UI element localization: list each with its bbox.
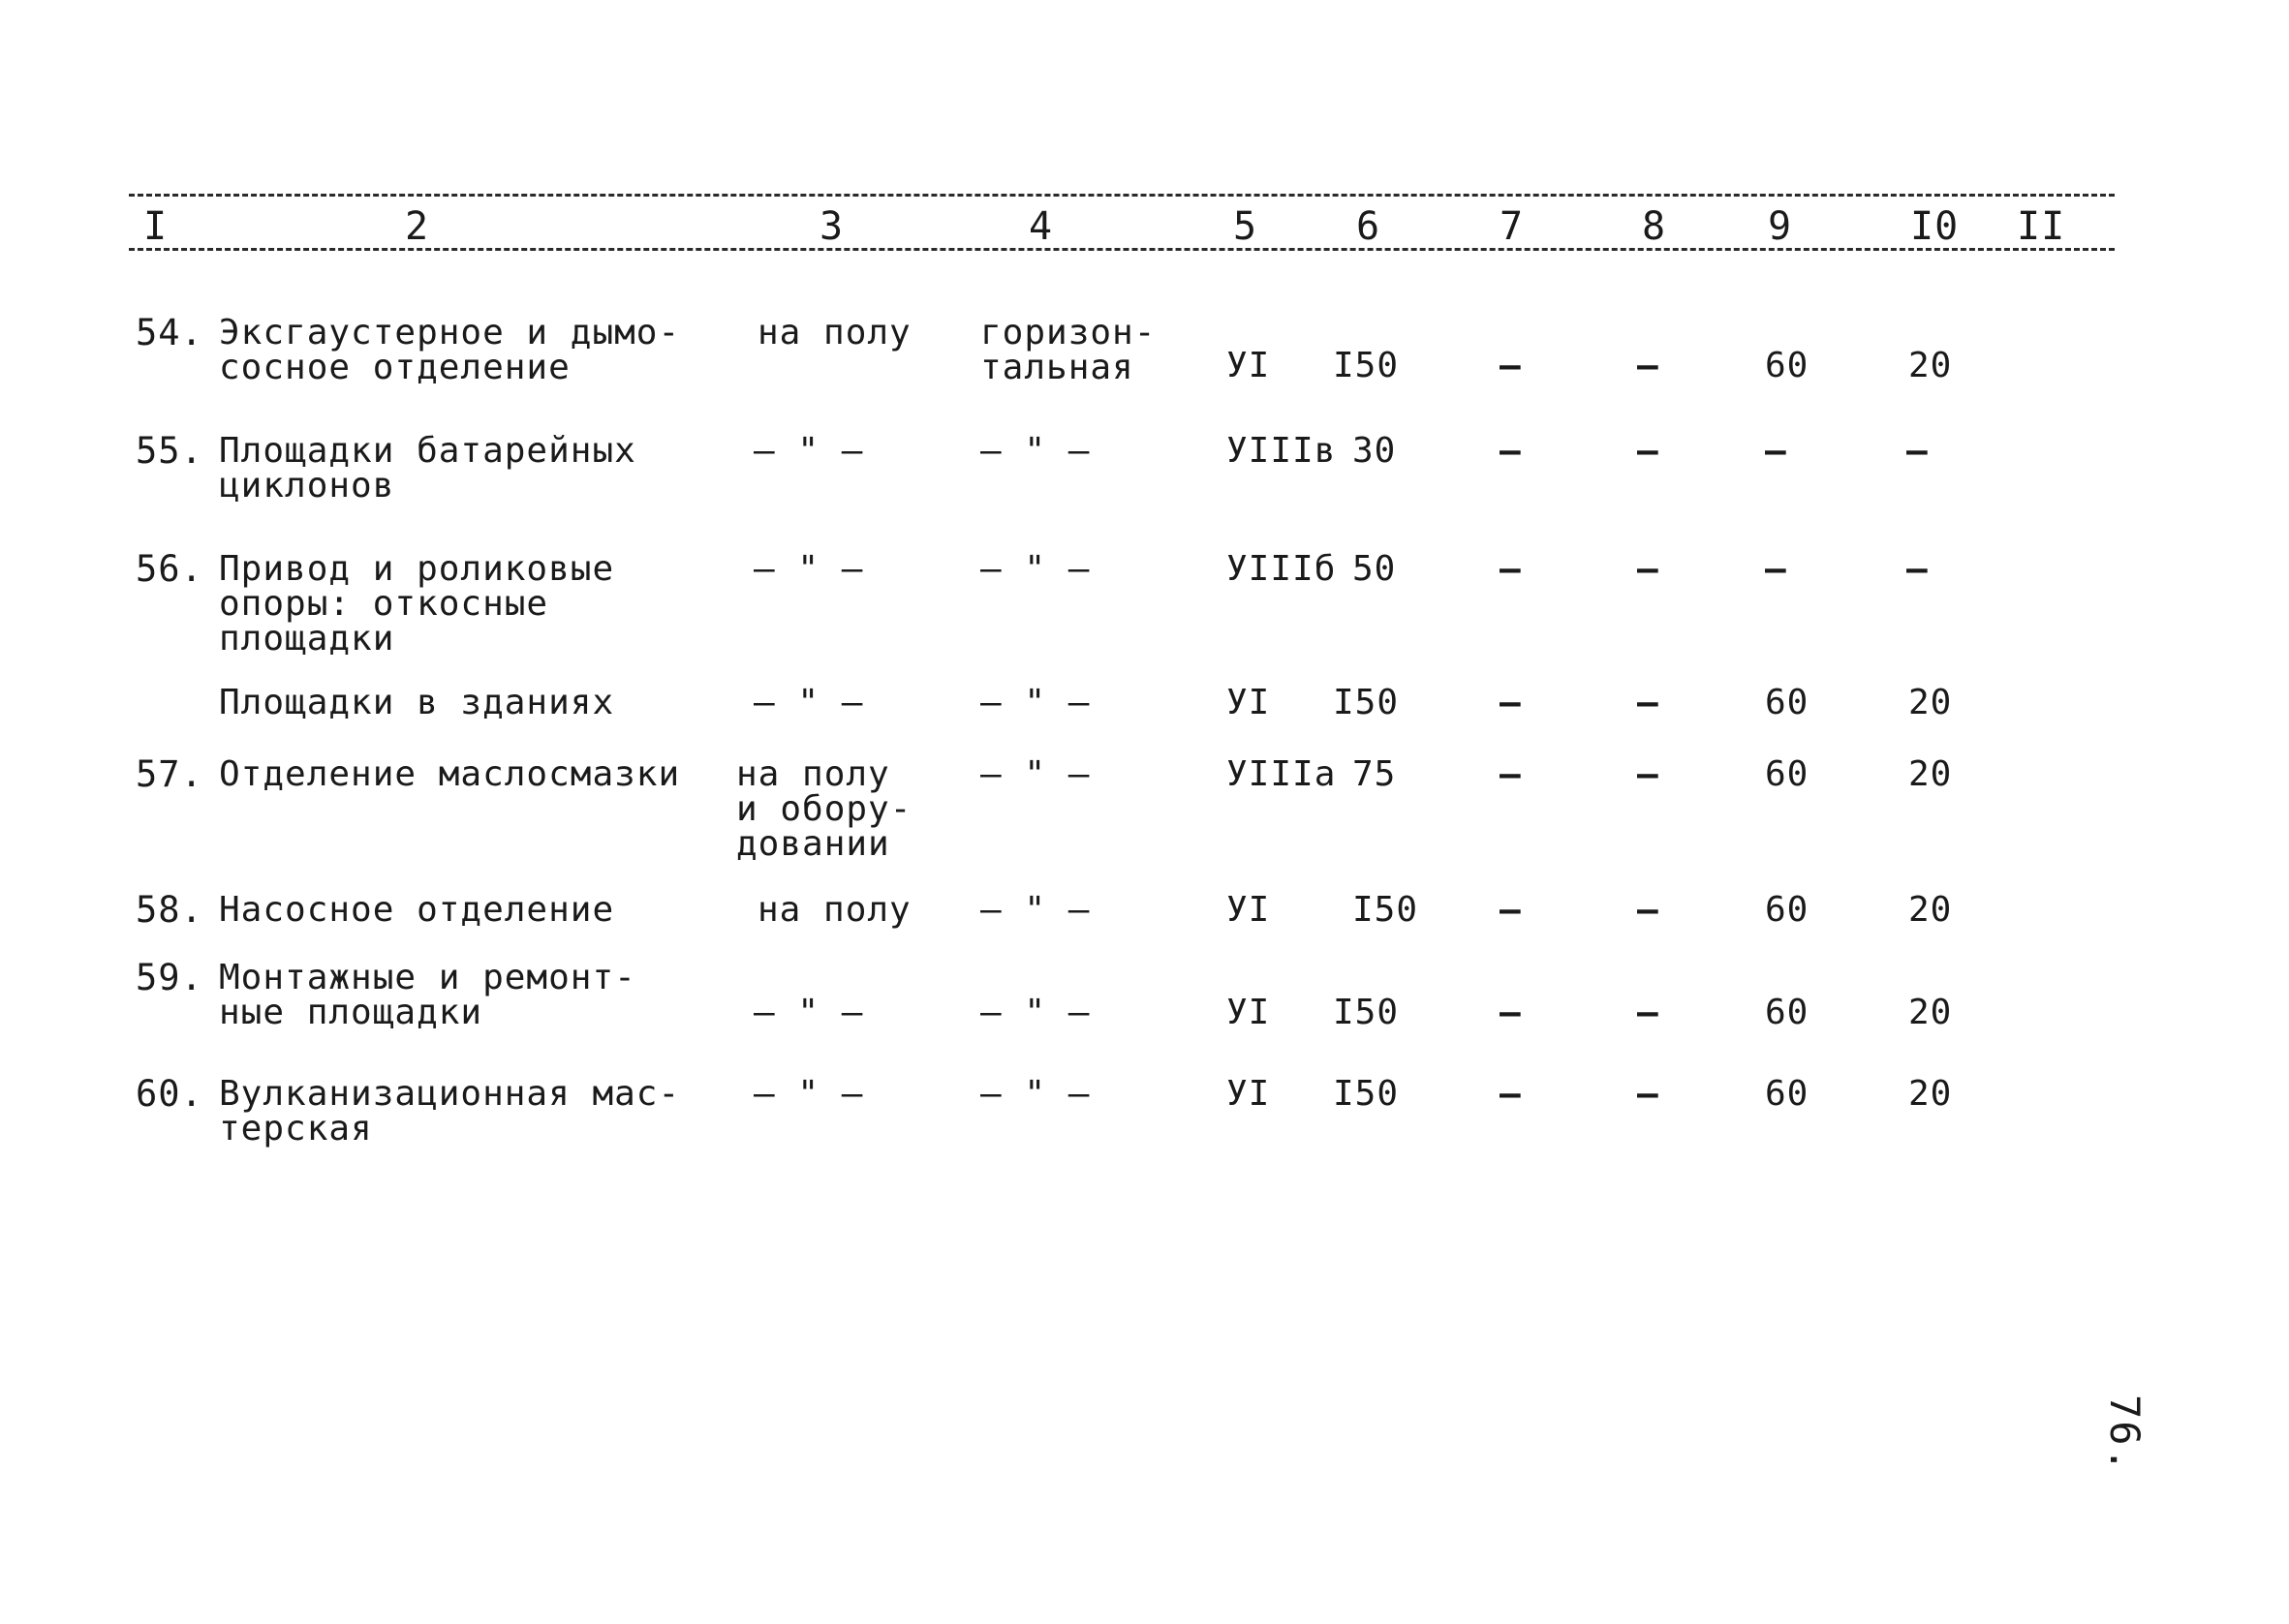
row-col4: – " – [980, 683, 1091, 722]
row-col7: – [1500, 346, 1522, 385]
row-col3: – " – [754, 683, 864, 722]
row-col9: 60 [1765, 890, 1810, 930]
row-col7: – [1500, 549, 1522, 589]
column-header-9: 9 [1768, 204, 1793, 249]
row-col8: – [1637, 890, 1659, 930]
row-col6: I50 [1333, 683, 1400, 722]
page-number: 76. [2101, 1394, 2149, 1474]
row-col9: 60 [1765, 346, 1810, 385]
row-col3: – " – [754, 1074, 864, 1114]
row-col8: – [1637, 346, 1659, 385]
column-header-4: 4 [1029, 204, 1054, 249]
row-col4: – " – [980, 549, 1091, 589]
row-col10: 20 [1908, 993, 1953, 1032]
row-col5: УIIIб [1226, 549, 1337, 589]
row-col6: 75 [1352, 754, 1397, 794]
row-col6: I50 [1333, 993, 1400, 1032]
row-col7: – [1500, 993, 1522, 1032]
row-name: Площадки батарейных циклонов [219, 431, 636, 506]
row-name: Монтажные и ремонт- ные площадки [219, 958, 636, 1032]
row-col9: – [1765, 549, 1787, 589]
row-col8: – [1637, 993, 1659, 1032]
row-col3: на полу [758, 313, 912, 352]
row-col7: – [1500, 683, 1522, 722]
row-col10: 20 [1908, 346, 1953, 385]
row-col9: – [1765, 431, 1787, 471]
row-col3: на полу [758, 890, 912, 930]
row-col4: – " – [980, 431, 1091, 471]
row-name: Отделение маслосмазки [219, 754, 681, 794]
row-col9: 60 [1765, 993, 1810, 1032]
row-col8: – [1637, 754, 1659, 794]
column-header-3: 3 [820, 204, 845, 249]
column-header-11: II [2017, 204, 2066, 249]
row-col9: 60 [1765, 754, 1810, 794]
row-col8: – [1637, 683, 1659, 722]
row-col5: УIIIв [1226, 431, 1337, 471]
row-col4: – " – [980, 754, 1091, 794]
row-col10: 20 [1908, 1074, 1953, 1114]
row-col6: I50 [1333, 1074, 1400, 1114]
row-col10: – [1906, 549, 1929, 589]
row-col7: – [1500, 754, 1522, 794]
header-top-rule [129, 194, 2115, 197]
row-col8: – [1637, 549, 1659, 589]
row-col3: – " – [754, 549, 864, 589]
row-col5: УI [1226, 993, 1271, 1032]
row-number: 60. [136, 1073, 203, 1115]
row-col5: УIIIа [1226, 754, 1337, 794]
row-col5: УI [1226, 890, 1271, 930]
row-col10: 20 [1908, 683, 1953, 722]
row-col3: – " – [754, 431, 864, 471]
row-col10: 20 [1908, 890, 1953, 930]
row-col7: – [1500, 1074, 1522, 1114]
row-name: Привод и роликовые опоры: откосные площадки [219, 549, 615, 659]
row-col4: – " – [980, 993, 1091, 1032]
column-header-5: 5 [1233, 204, 1258, 249]
column-header-1: I [143, 204, 169, 249]
row-col6: 30 [1352, 431, 1397, 471]
column-header-2: 2 [405, 204, 430, 249]
row-col3: – " – [754, 993, 864, 1032]
row-col3: на полу и обору- довании [736, 754, 913, 864]
row-col8: – [1637, 1074, 1659, 1114]
row-col4: горизон- тальная [980, 313, 1157, 387]
row-col4: – " – [980, 890, 1091, 930]
row-number: 58. [136, 889, 203, 931]
row-name: Площадки в зданиях [219, 683, 615, 722]
row-number: 56. [136, 548, 203, 590]
row-col4: – " – [980, 1074, 1091, 1114]
column-header-8: 8 [1642, 204, 1667, 249]
row-col5: УI [1226, 1074, 1271, 1114]
row-col10: – [1906, 431, 1929, 471]
row-col7: – [1500, 431, 1522, 471]
row-number: 55. [136, 430, 203, 472]
row-name: Насосное отделение [219, 890, 615, 930]
row-col6: I50 [1333, 346, 1400, 385]
row-name: Эксгаустерное и дымо- сосное отделение [219, 313, 681, 387]
row-col7: – [1500, 890, 1522, 930]
row-name: Вулканизационная мас- терская [219, 1074, 681, 1149]
column-header-6: 6 [1356, 204, 1381, 249]
row-col8: – [1637, 431, 1659, 471]
row-col6: 50 [1352, 549, 1397, 589]
row-col9: 60 [1765, 1074, 1810, 1114]
row-number: 57. [136, 753, 203, 795]
row-col5: УI [1226, 683, 1271, 722]
row-number: 54. [136, 312, 203, 353]
row-number: 59. [136, 957, 203, 998]
row-col9: 60 [1765, 683, 1810, 722]
row-col10: 20 [1908, 754, 1953, 794]
column-header-10: I0 [1910, 204, 1960, 249]
row-col6: I50 [1352, 890, 1419, 930]
column-header-7: 7 [1500, 204, 1525, 249]
row-col5: УI [1226, 346, 1271, 385]
